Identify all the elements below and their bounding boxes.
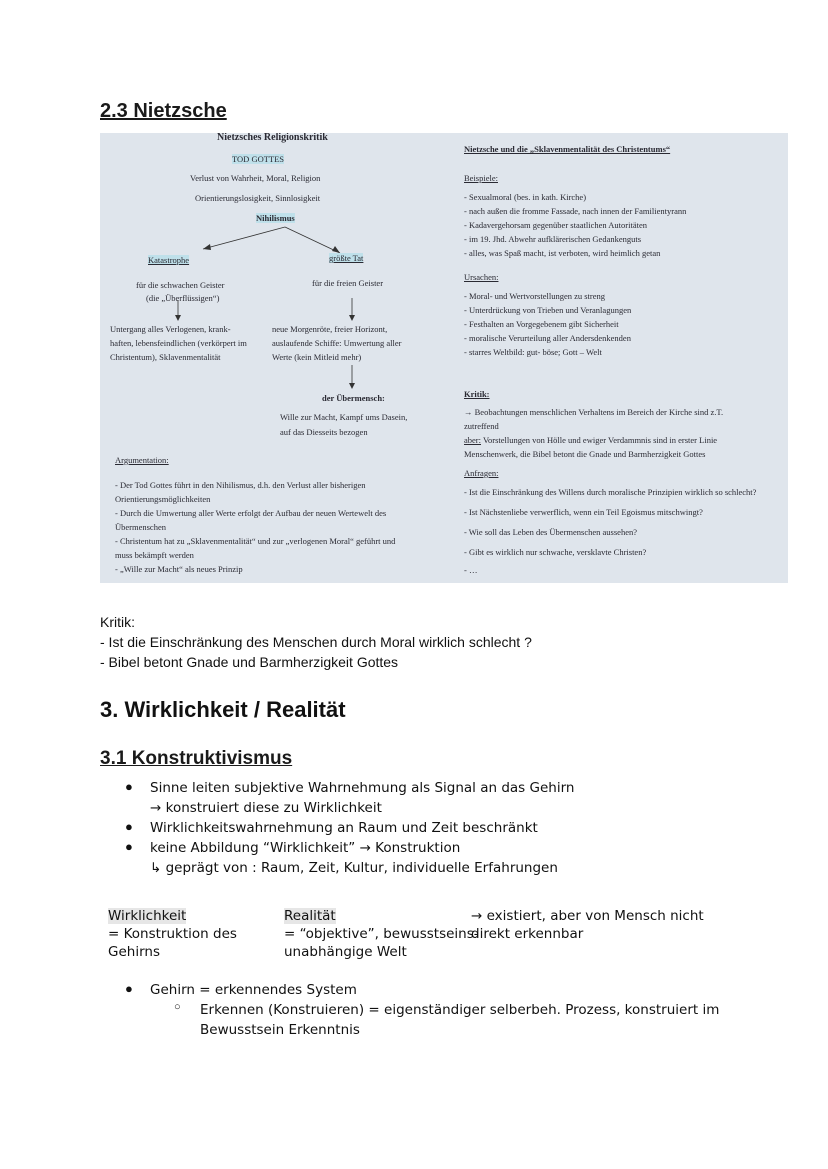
kritik-block — [100, 612, 532, 672]
scan-katastrophe: Katastrophe — [148, 255, 190, 265]
list-item-sub: Erkennen (Konstruieren) = eigenständiger selberbeh. Prozess, konstruiert im — [200, 1002, 720, 1018]
heading-3-1: 3.1 Konstruktivismus — [100, 748, 293, 769]
scan-arg-2: Orientierungsmöglichkeiten — [115, 494, 211, 504]
list-item-sub: → konstruiert diese zu Wirklichkeit — [150, 800, 382, 816]
scan-untergang-3: Christentum), Sklavenmentalität — [110, 352, 221, 362]
scan-arg-3: - Durch die Umwertung aller Werte erfolgt der Aufbau der neuen Wertewelt des — [115, 508, 387, 518]
scan-schwache-2: (die „Überflüssigen“) — [146, 293, 220, 303]
kritik-line: - Ist die Einschränkung des Menschen durch Moral wirklich schlecht ? — [100, 634, 532, 650]
bullet-icon: ● — [125, 839, 133, 854]
scan-kritik-2: zutreffend — [464, 421, 499, 431]
list-item-sub: Bewusstsein Erkenntnis — [200, 1022, 360, 1038]
table-head-wirklichkeit: Wirklichkeit — [108, 908, 187, 924]
list-item: Wirklichkeitswahrnehmung an Raum und Zeit beschränkt — [150, 820, 538, 836]
scan-schwache-1: für die schwachen Geister — [136, 280, 225, 290]
scan-beispiel: - Sexualmoral (bes. in kath. Kirche) — [464, 192, 587, 202]
table-cell: Gehirns — [108, 944, 160, 960]
scan-kritik-4: Menschenwerk, die Bibel betont die Gnade und Barmherzigkeit Gottes — [464, 449, 706, 459]
scan-ursache: - Moral- und Wertvorstellungen zu streng — [464, 291, 606, 301]
scan-neue-1: neue Morgenröte, freier Horizont, — [272, 324, 388, 334]
bullet-icon: ● — [125, 819, 133, 834]
scan-verlust: Verlust von Wahrheit, Moral, Religion — [190, 173, 321, 183]
scan-ursache: - Festhalten an Vorgegebenem gibt Sicherheit — [464, 319, 619, 329]
scan-tod-gottes: TOD GOTTES — [232, 154, 285, 164]
scan-groesste-tat: größte Tat — [329, 253, 364, 263]
table-col-realitaet — [284, 907, 479, 961]
scan-arg-4: Übermenschen — [115, 522, 166, 532]
heading-2-3: 2.3 Nietzsche — [100, 100, 227, 122]
table-cell: = “objektive”, bewusstseins- — [284, 926, 479, 942]
table-cell: direkt erkennbar — [471, 926, 584, 942]
scan-kritik-1: → Beobachtungen menschlichen Verhaltens im Bereich der Kirche sind z.T. — [464, 407, 724, 417]
table-cell: → existiert, aber von Mensch nicht — [471, 908, 704, 924]
scan-neue-3: Werte (kein Mitleid mehr) — [272, 352, 362, 362]
circle-bullet-icon: ○ — [174, 1001, 181, 1013]
scan-wille-1: Wille zur Macht, Kampf ums Dasein, — [280, 412, 408, 422]
table-col-wirklichkeit — [108, 907, 237, 961]
scan-beispiel: - im 19. Jhd. Abwehr aufklärerischen Gedankenguts — [464, 234, 642, 244]
bullet-icon: ● — [125, 981, 133, 996]
scan-beispiel: - Kadavergehorsam gegenüber staatlichen Autoritäten — [464, 220, 647, 230]
scan-anfrage: - Gibt es wirklich nur schwache, versklavte Christen? — [464, 547, 647, 557]
heading-3: 3. Wirklichkeit / Realität — [100, 697, 346, 722]
scan-anfragen-title: Anfragen: — [464, 468, 499, 478]
list-item: keine Abbildung “Wirklichkeit” → Konstruktion — [150, 840, 461, 856]
scan-right-title: Nietzsche und die „Sklavenmentalität des Christentums“ — [464, 144, 671, 154]
scan-arg-6: muss bekämpft werden — [115, 550, 194, 560]
scan-wille-2: auf das Diesseits bezogen — [280, 427, 368, 437]
scan-beispiel: - nach außen die fromme Fassade, nach innen der Familientyrann — [464, 206, 687, 216]
scan-ursachen-title: Ursachen: — [464, 272, 499, 282]
scan-ursache: - starres Weltbild: gut- böse; Gott – Welt — [464, 347, 602, 357]
scan-arg-7: - „Wille zur Macht“ als neues Prinzip — [115, 564, 243, 574]
scan-ursache: - moralische Verurteilung aller Andersdenkenden — [464, 333, 631, 343]
table-head-realitaet: Realität — [284, 908, 336, 924]
scan-untergang-2: haften, lebensfeindlichen (verkörpert im — [110, 338, 247, 348]
scan-anfrage: - Ist die Einschränkung des Willens durch moralische Prinzipien wirklich so schlecht? — [464, 487, 757, 497]
scan-anfrage: - Ist Nächstenliebe verwerflich, wenn ein Teil Egoismus mitschwingt? — [464, 507, 703, 517]
scan-kritik-title: Kritik: — [464, 389, 490, 399]
scanned-image — [100, 133, 788, 583]
kritik-title: Kritik: — [100, 614, 135, 630]
scan-nihilismus: Nihilismus — [256, 213, 295, 223]
scan-beispiel: - alles, was Spaß macht, ist verboten, wird heimlich getan — [464, 248, 661, 258]
scan-anfrage: - Wie soll das Leben des Übermenschen aussehen? — [464, 527, 637, 537]
bullet-icon: ● — [125, 779, 133, 794]
scan-beispiele-title: Beispiele: — [464, 173, 498, 183]
table-col-note — [471, 907, 704, 943]
scan-orientierung: Orientierungslosigkeit, Sinnlosigkeit — [195, 193, 321, 203]
table-cell: = Konstruktion des — [108, 926, 237, 942]
scan-kritik-3: aber: Vorstellungen von Hölle und ewiger Verdammnis sind in erster Linie — [464, 435, 718, 445]
scan-uebermensch: der Übermensch: — [322, 393, 385, 403]
scan-arg-1: - Der Tod Gottes führt in den Nihilismus, d.h. den Verlust aller bisherigen — [115, 480, 366, 490]
scan-left-title: Nietzsches Religionskritik — [217, 133, 328, 143]
list-item: Sinne leiten subjektive Wahrnehmung als Signal an das Gehirn — [150, 780, 575, 796]
scan-untergang-1: Untergang alles Verlogenen, krank- — [110, 324, 231, 334]
scan-arg-5: - Christentum hat zu „Sklavenmentalität“ und zur „verlogenen Moral“ geführt und — [115, 536, 396, 546]
scan-anfrage: - … — [464, 565, 478, 575]
list-item: Gehirn = erkennendes System — [150, 982, 357, 998]
list-item-sub: ↳ geprägt von : Raum, Zeit, Kultur, individuelle Erfahrungen — [150, 860, 558, 876]
table-cell: unabhängige Welt — [284, 944, 407, 960]
scan-freie: für die freien Geister — [312, 278, 384, 288]
scan-ursache: - Unterdrückung von Trieben und Veranlagungen — [464, 305, 632, 315]
scan-neue-2: auslaufende Schiffe: Umwertung aller — [272, 338, 402, 348]
kritik-line: - Bibel betont Gnade und Barmherzigkeit Gottes — [100, 654, 399, 670]
scan-arg-title: Argumentation: — [115, 455, 169, 465]
